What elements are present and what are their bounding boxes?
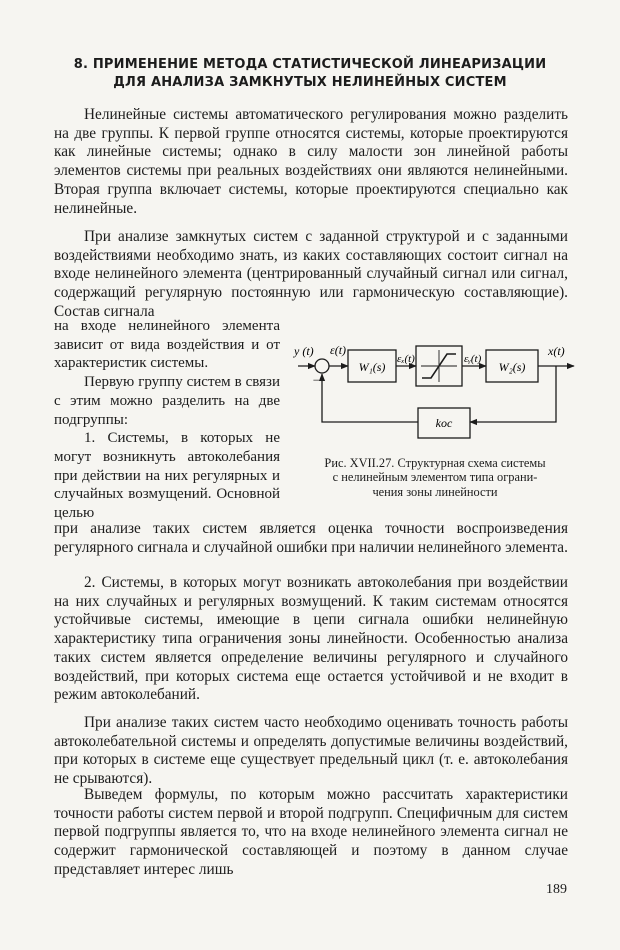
paragraph-2-text: При анализе замкнутых систем с заданной структурой и с заданными воздействиями необходимо знать, из каких составляющих состоит сигнал на входе нелинейного элемента (центрированный случайный сигнал или сигнал, содержащий регулярную постоянную или гармоническую составляющие). Состав сигнала: [54, 228, 568, 320]
label-eps: ε(t): [330, 343, 347, 357]
paragraph-7: [54, 786, 568, 880]
minus-sign: −: [312, 373, 321, 387]
paragraph-7-text: Выведем формулы, по которым можно рассчитать характеристики точности работы систем первой и второй подгрупп. Специфичным для систем первой подгруппы является то, что на входе нелинейного элемента сигнал не содержит гармонической составляющей и поэтому в данном случае представляет интерес лишь: [54, 786, 568, 878]
label-x: x(t): [548, 344, 565, 358]
caption-line-1: Рис. XVII.27. Структурная схема системы: [324, 456, 546, 470]
paragraph-6-text: При анализе таких систем часто необходимо оценивать точность работы автоколебательной системы и определять допустимые величины воздействий, при которых в системе еще существует предельный цикл (т. е. автоколебания не срываются).: [54, 714, 568, 788]
block-diagram: [292, 338, 582, 450]
section-title-line-2: ДЛЯ АНАЛИЗА ЗАМКНУТЫХ НЕЛИНЕЙНЫХ СИСТЕМ: [113, 75, 507, 90]
paragraph-4-continuation: [54, 520, 568, 557]
label-koc: kос: [435, 416, 453, 430]
paragraph-2-continuation: на входе нелинейного элемента зависит от вида воздействия и от характеристик системы.: [54, 318, 280, 372]
label-ey: εᵧ(t): [464, 353, 482, 365]
paragraph-2: [54, 228, 568, 322]
paragraph-4-end: при анализе таких систем является оценка точности воспроизведения регулярного сигнала и случайной ошибки при наличии нелинейного элемента.: [54, 520, 568, 556]
label-w1: W₁(s): [358, 360, 386, 374]
label-w2: W₂(s): [498, 360, 526, 374]
summing-junction: [315, 359, 329, 373]
section-title-line-1: 8. ПРИМЕНЕНИЕ МЕТОДА СТАТИСТИЧЕСКОЙ ЛИНЕАРИЗАЦИИ: [73, 57, 547, 72]
page-number: 189: [546, 882, 567, 897]
paragraph-5: [54, 574, 568, 705]
paragraph-6: [54, 714, 568, 789]
feedback-line-right: [470, 366, 556, 422]
paragraph-1: [54, 106, 568, 218]
paragraph-3-text: Первую группу систем в связи с этим можно разделить на две подгруппы:: [54, 374, 280, 428]
paragraph-5-text: 2. Системы, в которых могут возникать автоколебания при воздействии на них случайных и регулярных возмущений. К таким системам относятся устойчивые системы, имеющие в цепи сигнала ошибки нелинейную характеристику типа ограничения зоны линейности. Особенностью анализа таких систем является определение величины регулярного и случайного воздействий, при которых система еще остается устойчивой и не входит в режим автоколебаний.: [54, 574, 568, 704]
figure-caption: [296, 456, 574, 499]
paragraph-4-start: 1. Системы, в которых не могут возникнуть автоколебания при действии на них регулярных и случайных возмущений. Основной целью: [54, 430, 280, 522]
feedback-line-left: [322, 374, 418, 422]
section-title: [60, 56, 560, 92]
label-y: y (t): [294, 344, 314, 358]
caption-line-2: с нелинейным элементом типа ограни-: [332, 470, 538, 485]
wrapped-text-column: [54, 317, 280, 523]
label-ex: εₓ(t): [397, 353, 415, 365]
caption-line-3: чения зоны линейности: [372, 484, 498, 499]
paragraph-1-text: Нелинейные системы автоматического регулирования можно разделить на две группы. К первой группе относятся системы, которые проектируются как линейные системы; однако в силу малости зон линейной работы элементов системы при реальных воздействиях они являются нелинейными. Вторая группа включает системы, которые проектируются специально как нелинейные.: [54, 106, 568, 217]
